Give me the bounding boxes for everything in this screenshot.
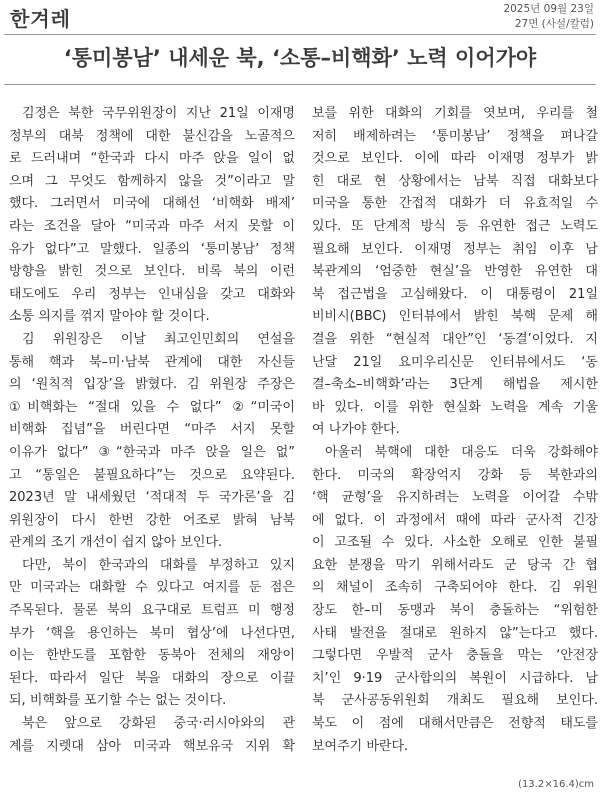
- body-line: 장도 한–미 동맹과 북이 충돌하는 “위험한: [312, 603, 598, 619]
- body-line: 필요해 보인다. 이재명 정부는 취임 이후 남: [312, 241, 598, 257]
- body-line: 저히 배제하려는 ‘통미봉남’ 정책을 펴나갈: [312, 128, 598, 144]
- newspaper-logo: 한겨레: [10, 7, 71, 31]
- body-line: 되, 비핵화를 포기할 수는 없는 것이다.: [9, 693, 227, 709]
- body-line: 된다. 따라서 일단 북을 대화의 장으로 이끌: [9, 670, 295, 686]
- body-line: 북도 이 점에 대해서만큼은 전향적 태도를: [312, 716, 598, 732]
- body-line: 요한 분쟁을 막기 위해서라도 군 당국 간 협: [312, 557, 598, 573]
- body-line: 유가 없다”고 말했다. 일종의 ‘통미봉남’ 정책: [9, 241, 295, 257]
- article-body-left-column: [9, 103, 295, 758]
- body-line: 난달 21일 요미우리신문 인터뷰에서도 ‘동: [312, 354, 598, 370]
- body-line: 있다. 또 단계적 방식 등 유연한 접근 노력도: [312, 218, 598, 234]
- body-line: 김 위원장은 이날 최고인민회의 연설을: [22, 331, 295, 347]
- body-line: 아울러 북핵에 대한 대응도 더욱 강화해야: [325, 444, 598, 460]
- body-line: 보여주기 바란다.: [312, 738, 409, 754]
- body-line: 미국을 통한 간접적 대화가 더 유효적일 수: [312, 196, 598, 212]
- body-line: 통해 핵과 북–미·남북 관계에 대한 자신들: [9, 354, 295, 370]
- body-line: 관계의 조기 개선이 쉽지 않아 보인다.: [9, 535, 223, 551]
- body-line: 이유가 없다” ③“한국과 마주 앉을 일은 없”: [9, 444, 295, 460]
- article-body-right-column: [312, 103, 598, 758]
- body-line: 여 나가야 한다.: [312, 422, 400, 438]
- body-line: 계를 지렛대 삼아 미국과 핵보유국 지위 확: [9, 738, 295, 754]
- body-line: 비핵화 집념”을 버린다면 “마주 서지 못할: [9, 422, 295, 438]
- article-size-note: (13.2×16.4)cm: [518, 779, 594, 790]
- body-line: 소통 의지를 꺾지 말아야 할 것이다.: [9, 309, 210, 325]
- body-line: 만 미국과는 대화할 수 있다고 여지를 둔 점은: [9, 580, 295, 596]
- body-line: 비비시(BBC) 인터뷰에서 밝힌 북핵 문제 해: [312, 309, 598, 325]
- body-line: 했다. 그러면서 미국에 대해선 ‘비핵화 배제’: [9, 196, 295, 212]
- body-line: 바 있다. 이를 위한 현실화 노력을 계속 기울: [312, 399, 598, 415]
- body-line: 라는 조건을 달아 “미국과 마주 서지 못할 이: [9, 218, 295, 234]
- body-line: 에 없다. 이 과정에서 때에 따라 군사적 긴장: [312, 512, 598, 528]
- body-line: 태도에도 우리 정부는 인내심을 갖고 대화와: [9, 286, 295, 302]
- body-line: 보를 위한 대화의 기회를 엿보며, 우리를 철: [312, 106, 598, 121]
- article-headline: ‘통미봉남’ 내세운 북, ‘소통–비핵화’ 노력 이어가야: [63, 46, 537, 70]
- body-line: 북은 앞으로 강화된 중국·러시아와의 관: [22, 716, 295, 732]
- page-section: 27면 (사설/칼럼): [514, 18, 594, 30]
- body-line: 북관계의 ‘엄중한 현실’을 반영한 유연한 대: [312, 264, 598, 280]
- body-line: ‘핵 균형’을 유지하려는 노력을 이어갈 수밖: [312, 490, 598, 506]
- body-line: 다만, 북이 한국과의 대화를 부정하고 있지: [22, 557, 295, 573]
- body-line: 사태 발전을 절대로 원하지 않”는다고 했다.: [312, 625, 598, 641]
- body-line: 힌 대로 현 상황에서는 남북 직접 대화보다: [312, 173, 598, 189]
- body-line: 주목된다. 물론 북의 요구대로 트럼프 미 행정: [9, 603, 295, 619]
- body-line: 이 고조될 수 있다. 사소한 오해로 인한 불필: [312, 535, 598, 551]
- masthead: [0, 0, 600, 34]
- body-line: 북 군사공동위원회 개최도 필요해 보인다.: [312, 693, 598, 709]
- body-line: 이는 한반도를 포함한 동북아 전체의 재앙이: [9, 648, 295, 664]
- publication-meta: [503, 2, 594, 32]
- body-line: 한다. 미국의 확장억지 강화 등 북한과의: [312, 467, 598, 483]
- body-line: 로 드러내며 “한국과 다시 마주 앉을 일이 없: [9, 151, 295, 167]
- body-line: 의 ‘원칙적 입장’을 밝혔다. 김 위원장 주장은: [9, 377, 295, 393]
- body-line: 결을 위한 “현실적 대안”인 ‘동결’이었다. 지: [312, 331, 598, 347]
- headline-divider: [4, 84, 596, 85]
- body-line: ①비핵화는 “절대 있을 수 없다” ②“미국이: [9, 399, 295, 415]
- body-line: 결–축소–비핵화’라는 3단계 해법을 제시한: [312, 377, 598, 393]
- body-line: 김정은 북한 국무위원장이 지난 21일 이재명: [22, 106, 295, 121]
- body-line: 정부의 대북 정책에 대한 불신감을 노골적으: [9, 128, 295, 144]
- body-line: 방향을 밝힌 것으로 보인다. 비록 북의 이런: [9, 264, 295, 280]
- publication-date: 2025년 09월 23일: [503, 3, 594, 15]
- body-line: 2023년 말 내세웠던 ‘적대적 두 국가론’을 김: [9, 490, 295, 506]
- body-line: 치’인 9·19 군사합의의 복원이 시급하다. 남: [312, 670, 598, 686]
- body-line: 위원장이 다시 한번 강한 어조로 밝혀 남북: [9, 512, 295, 528]
- body-line: 그렇다면 우발적 군사 충돌을 막는 ‘안전장: [312, 648, 598, 664]
- body-line: 고 “통일은 불필요하다”는 것으로 요약된다.: [9, 467, 295, 483]
- body-line: 의 채널이 조속히 구축되어야 한다. 김 위원: [312, 580, 598, 596]
- body-line: 으며 그 무엇도 함께하지 않을 것”이라고 말: [9, 173, 295, 189]
- body-line: 부가 ‘핵을 용인하는 북미 협상’에 나선다면,: [9, 625, 295, 641]
- body-line: 북 접근법을 고심해왔다. 이 대통령이 21일: [312, 286, 598, 302]
- body-line: 것으로 보인다. 이에 따라 이재명 정부가 밝: [312, 151, 598, 167]
